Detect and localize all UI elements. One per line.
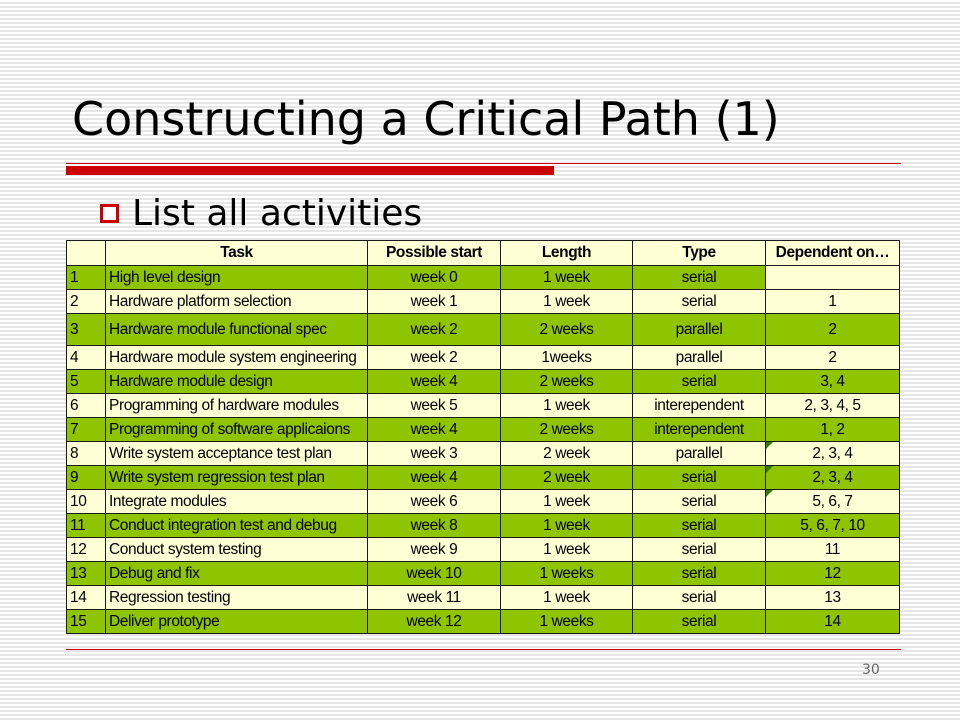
cell-task: High level design: [106, 266, 368, 290]
cell-length: 2 weeks: [501, 314, 633, 346]
cell-length: 2 week: [501, 466, 633, 490]
cell-length: 2 weeks: [501, 370, 633, 394]
cell-number: 11: [67, 514, 106, 538]
cell-task: Programming of software applicaions: [106, 418, 368, 442]
bullet-text: List all activities: [132, 193, 423, 234]
cell-start: week 4: [368, 418, 501, 442]
table-row: [67, 314, 900, 346]
cell-type: serial: [633, 610, 766, 634]
cell-number: 9: [67, 466, 106, 490]
cell-start: week 4: [368, 466, 501, 490]
cell-dependent: 2: [766, 314, 900, 346]
cell-dependent: 2, 3, 4, 5: [766, 394, 900, 418]
cell-dependent: 14: [766, 610, 900, 634]
cell-type: interependent: [633, 418, 766, 442]
cell-start: week 9: [368, 538, 501, 562]
cell-type: serial: [633, 290, 766, 314]
title-underline-thin: [66, 163, 901, 164]
cell-length: 1 week: [501, 538, 633, 562]
cell-length: 1 week: [501, 290, 633, 314]
table-row: [67, 442, 900, 466]
header-task: Task: [106, 241, 368, 266]
cell-task: Regression testing: [106, 586, 368, 610]
cell-start: week 11: [368, 586, 501, 610]
cell-dependent: 2, 3, 4: [766, 442, 900, 466]
cell-start: week 3: [368, 442, 501, 466]
cell-dependent: 3, 4: [766, 370, 900, 394]
cell-type: parallel: [633, 314, 766, 346]
table-row: [67, 418, 900, 442]
cell-task: Hardware module design: [106, 370, 368, 394]
cell-task: Conduct integration test and debug: [106, 514, 368, 538]
cell-task: Conduct system testing: [106, 538, 368, 562]
cell-number: 5: [67, 370, 106, 394]
cell-task: Write system acceptance test plan: [106, 442, 368, 466]
cell-length: 1 week: [501, 514, 633, 538]
cell-start: week 8: [368, 514, 501, 538]
cell-number: 8: [67, 442, 106, 466]
header-length: Length: [501, 241, 633, 266]
cell-number: 3: [67, 314, 106, 346]
cell-length: 1 week: [501, 266, 633, 290]
table-row: [67, 586, 900, 610]
cell-length: 2 weeks: [501, 418, 633, 442]
table-row: [67, 466, 900, 490]
cell-length: 1 week: [501, 490, 633, 514]
hollow-square-bullet-icon: [100, 204, 119, 223]
header-number: [67, 241, 106, 266]
slide-title: Constructing a Critical Path (1): [72, 92, 780, 146]
table-row: [67, 514, 900, 538]
header-dependent-on: Dependent on…: [766, 241, 900, 266]
cell-dependent: 12: [766, 562, 900, 586]
cell-task: Programming of hardware modules: [106, 394, 368, 418]
activities-table: [66, 240, 900, 634]
cell-dependent: [766, 266, 900, 290]
cell-type: serial: [633, 514, 766, 538]
cell-type: serial: [633, 266, 766, 290]
cell-task: Hardware platform selection: [106, 290, 368, 314]
cell-number: 6: [67, 394, 106, 418]
cell-number: 4: [67, 346, 106, 370]
cell-length: 1 week: [501, 394, 633, 418]
cell-dependent: 13: [766, 586, 900, 610]
cell-length: 1weeks: [501, 346, 633, 370]
table-row: [67, 370, 900, 394]
cell-task: Write system regression test plan: [106, 466, 368, 490]
header-type: Type: [633, 241, 766, 266]
cell-dependent: 11: [766, 538, 900, 562]
table-row: [67, 290, 900, 314]
cell-number: 1: [67, 266, 106, 290]
footer-divider: [66, 649, 901, 650]
title-underline-thick: [66, 166, 554, 175]
table-row: [67, 394, 900, 418]
table-row: [67, 490, 900, 514]
table-row: [67, 538, 900, 562]
cell-number: 10: [67, 490, 106, 514]
cell-task: Hardware module functional spec: [106, 314, 368, 346]
cell-type: serial: [633, 490, 766, 514]
bullet-item: [100, 193, 422, 234]
header-possible-start: Possible start: [368, 241, 501, 266]
cell-type: interependent: [633, 394, 766, 418]
cell-start: week 0: [368, 266, 501, 290]
cell-task: Debug and fix: [106, 562, 368, 586]
cell-start: week 2: [368, 314, 501, 346]
cell-number: 14: [67, 586, 106, 610]
table-row: [67, 562, 900, 586]
cell-task: Deliver prototype: [106, 610, 368, 634]
cell-type: serial: [633, 370, 766, 394]
table-row: [67, 266, 900, 290]
cell-number: 7: [67, 418, 106, 442]
cell-start: week 10: [368, 562, 501, 586]
cell-type: serial: [633, 586, 766, 610]
cell-start: week 6: [368, 490, 501, 514]
cell-number: 15: [67, 610, 106, 634]
cell-length: 1 week: [501, 586, 633, 610]
cell-type: parallel: [633, 442, 766, 466]
cell-task: Hardware module system engineering: [106, 346, 368, 370]
cell-task: Integrate modules: [106, 490, 368, 514]
cell-number: 12: [67, 538, 106, 562]
cell-type: serial: [633, 538, 766, 562]
cell-dependent: 5, 6, 7, 10: [766, 514, 900, 538]
cell-dependent: 2, 3, 4: [766, 466, 900, 490]
cell-number: 13: [67, 562, 106, 586]
cell-length: 2 week: [501, 442, 633, 466]
cell-dependent: 1: [766, 290, 900, 314]
cell-dependent: 1, 2: [766, 418, 900, 442]
cell-dependent: 2: [766, 346, 900, 370]
table-row: [67, 346, 900, 370]
page-number: 30: [862, 662, 880, 678]
table-header-row: [67, 241, 900, 266]
cell-type: parallel: [633, 346, 766, 370]
cell-dependent: 5, 6, 7: [766, 490, 900, 514]
cell-start: week 4: [368, 370, 501, 394]
cell-type: serial: [633, 466, 766, 490]
cell-start: week 12: [368, 610, 501, 634]
cell-start: week 1: [368, 290, 501, 314]
cell-number: 2: [67, 290, 106, 314]
cell-length: 1 weeks: [501, 610, 633, 634]
cell-length: 1 weeks: [501, 562, 633, 586]
cell-start: week 5: [368, 394, 501, 418]
cell-type: serial: [633, 562, 766, 586]
table-row: [67, 610, 900, 634]
cell-start: week 2: [368, 346, 501, 370]
